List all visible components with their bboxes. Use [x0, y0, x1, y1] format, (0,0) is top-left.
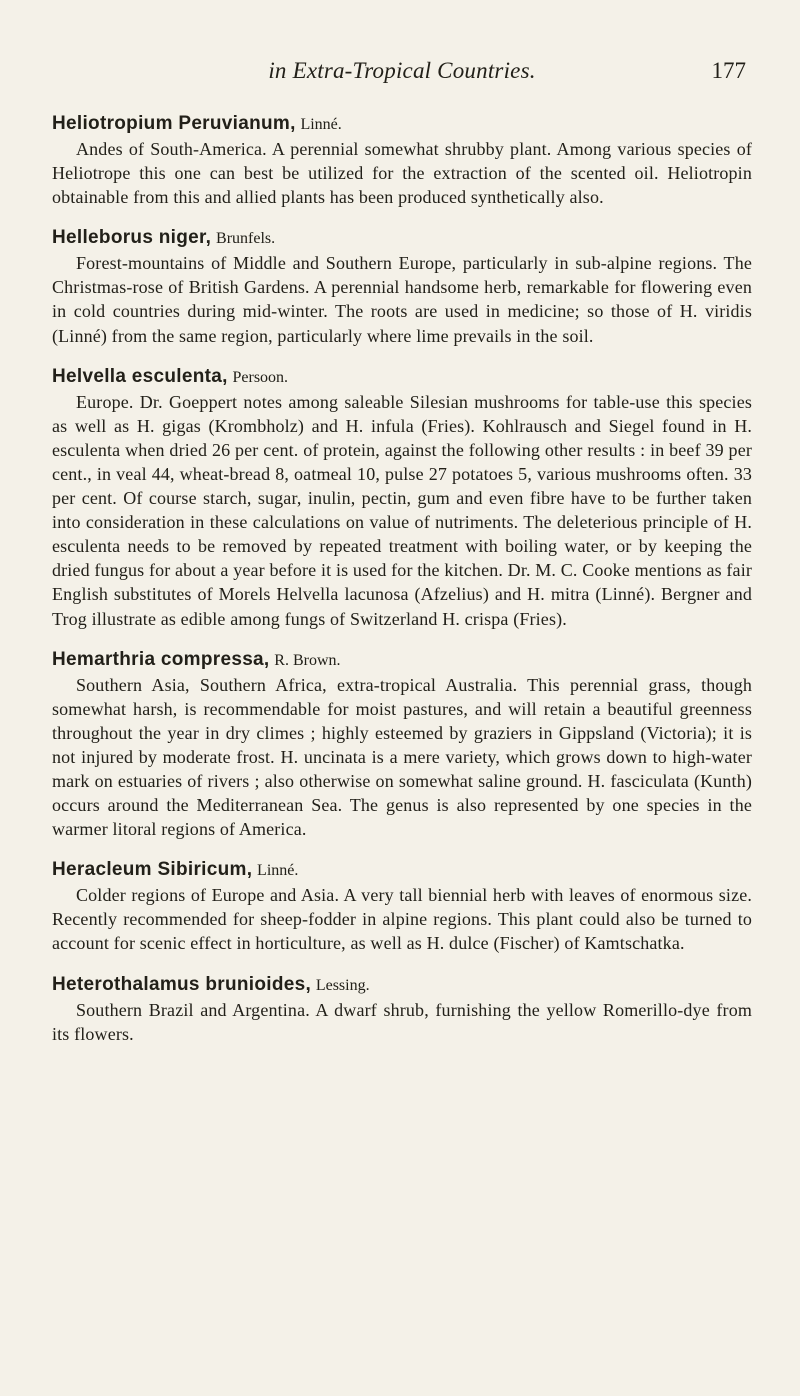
entry-heading: [52, 226, 752, 251]
entry-authority: R. Brown.: [274, 651, 341, 669]
entry-name: Hemarthria compressa,: [52, 648, 270, 670]
entry-helleborus: [52, 226, 752, 347]
entry-authority: Persoon.: [232, 368, 289, 386]
entry-text: Southern Brazil and Argentina. A dwarf shrub, furnishing the yellow Romerillo-dye from its flowers.: [52, 999, 752, 1044]
entry-name: Heracleum Sibiricum,: [52, 859, 253, 881]
entry-text: Colder regions of Europe and Asia. A very tall biennial herb with leaves of enormous size. Recently recommended for sheep-fodder in alpine regions. This plant could also be turned to account for scenic effect in horticulture, as well as H. dulce (Fischer) of Kamtschatka.: [52, 885, 752, 954]
entry-heracleum: [52, 858, 752, 955]
entry-heading: [52, 112, 752, 137]
entry-heterothalamus: [52, 973, 752, 1046]
entry-authority: Linné.: [300, 116, 342, 133]
entry-authority: Lessing.: [315, 976, 370, 994]
entry-name: Heliotropium Peruvianum,: [52, 113, 296, 134]
entry-heading: [52, 858, 752, 883]
entry-heading: [52, 648, 752, 673]
running-head: [52, 0, 752, 112]
entry-text: Europe. Dr. Goeppert notes among saleable Silesian mushrooms for table-use this species as well as H. gigas (Krombholz) and H. infula (Fries). Kohlrausch and Siegel found in H. esculenta when dried 26 per cent. of protein, against the following other results : in beef 39 per cent., in veal 44, wheat-bread 8, oatmeal 10, pulse 27 potatoes 5, various mushrooms often. 33 per cent. Of course starch, sugar, inulin, pectin, gum and even fibre have to be further taken into consideration in these calculations on value of nutriments. The deleterious principle of H. esculenta needs to be removed by repeated treatment with boiling water, or by keeping the dried fungus for about a year before it is used for the kitchen. Dr. M. C. Cooke mentions as fair English substitutes of Morels Helvella lacunosa (Afzelius) and H. mitra (Linné). Bergner and Trog illustrate as edible among fungs of Switzerland H. crispa (Fries).: [52, 391, 752, 629]
entry-text: Southern Asia, Southern Africa, extra-tropical Australia. This perennial grass, though somewhat harsh, is recommendable for moist pastures, and will retain a beautiful greenness throughout the year in dry climes ; highly esteemed by graziers in Gippsland (Victoria); it is not injured by moderate frost. H. uncinata is a mere variety, which grows down to high-water mark on estuaries of rivers ; also otherwise on somewhat saline ground. H. fasciculata (Kunth) occurs around the Mediterranean Sea. The genus is also represented by one species in the warmer litoral regions of America.: [52, 674, 752, 840]
entry-heading: [52, 365, 752, 390]
entry-name: Helleborus niger,: [52, 227, 212, 249]
entry-authority: Brunfels.: [216, 230, 276, 248]
running-title: in Extra-Tropical Countries.: [268, 58, 536, 83]
entry-name: Heterothalamus brunioides,: [52, 973, 312, 995]
page-number: 177: [711, 58, 746, 83]
entry-text: Andes of South-America. A perennial somewhat shrubby plant. Among various species of Heliotrope this one can best be utilized for the extraction of the scented oil. Heliotropin obtainable from this and allied plants has been produced synthetically also.: [52, 139, 752, 208]
entry-helvella: [52, 365, 752, 631]
entry-text: Forest-mountains of Middle and Southern Europe, particularly in sub-alpine regions. The Christmas-rose of British Gardens. A perennial handsome herb, remarkable for flowering even in cold countries during mid-winter. The roots are used in medicine; so those of H. viridis (Linné) from the same region, particularly where lime prevails in the soil.: [52, 253, 752, 346]
entry-heading: [52, 973, 752, 998]
entry-authority: Linné.: [257, 862, 299, 880]
entry-name: Helvella esculenta,: [52, 365, 228, 387]
entry-hemarthria: [52, 648, 752, 842]
entry-heliotropium: [52, 112, 752, 209]
